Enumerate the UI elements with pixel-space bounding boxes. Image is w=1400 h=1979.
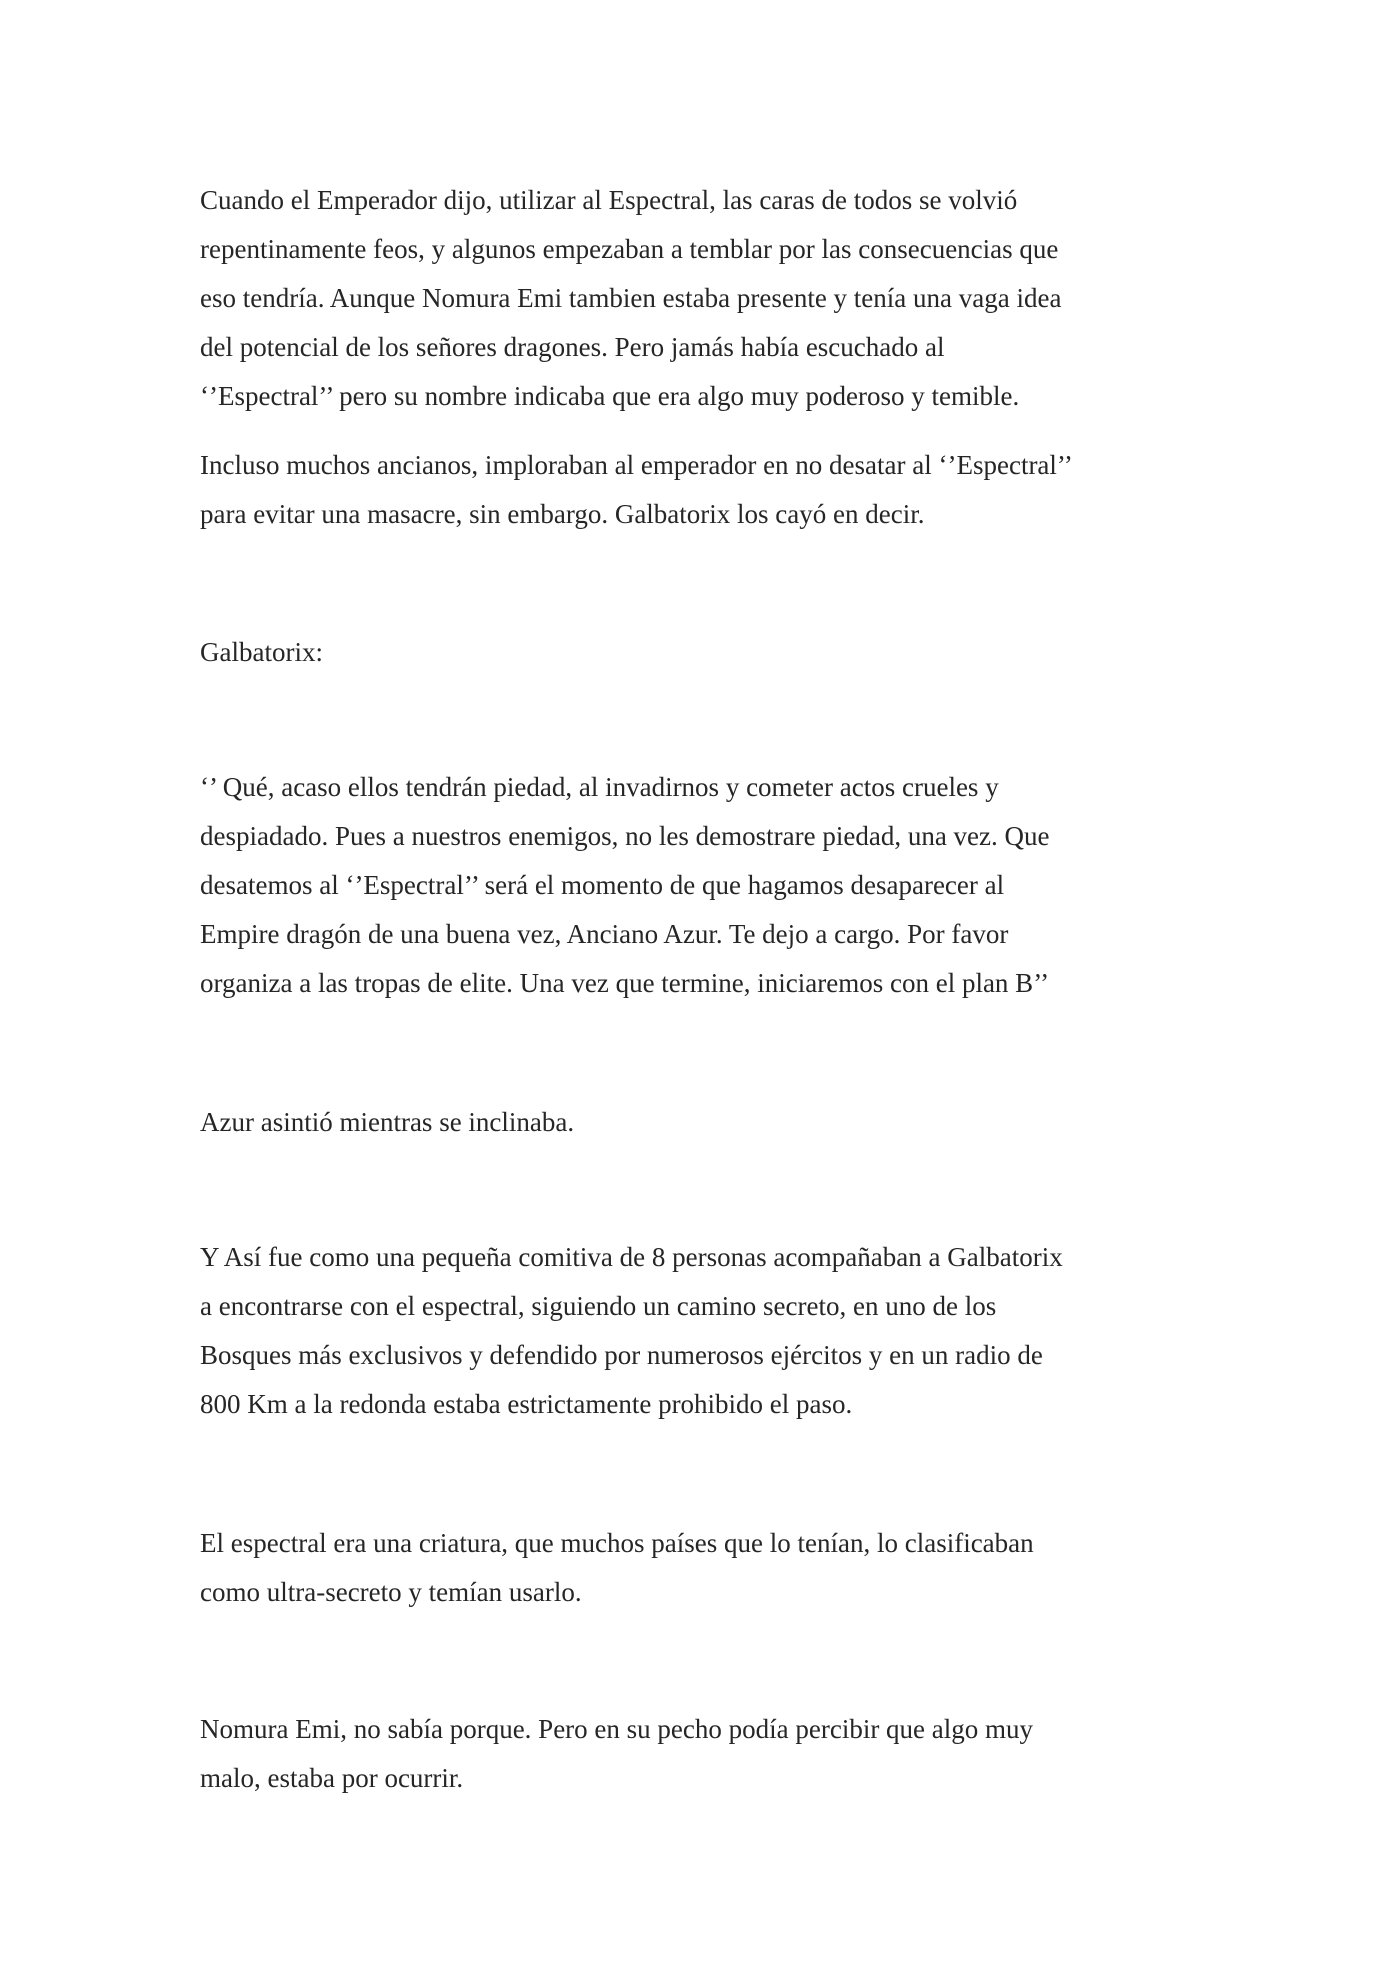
paragraph-line: despiadado. Pues a nuestros enemigos, no les demostrare piedad, una vez. Que <box>200 821 1050 851</box>
paragraph-line: El espectral era una criatura, que muchos países que lo tenían, lo clasificaban <box>200 1528 1034 1558</box>
paragraph-line: a encontrarse con el espectral, siguiendo un camino secreto, en uno de los <box>200 1291 997 1321</box>
paragraph-line: Empire dragón de una buena vez, Anciano Azur. Te dejo a cargo. Por favor <box>200 919 1009 949</box>
paragraph-line: Nomura Emi, no sabía porque. Pero en su pecho podía percibir que algo muy <box>200 1714 1034 1744</box>
paragraph-line: Y Así fue como una pequeña comitiva de 8 personas acompañaban a Galbatorix <box>200 1242 1063 1272</box>
paragraph-line: organiza a las tropas de elite. Una vez que termine, iniciaremos con el plan B’’ <box>200 968 1050 998</box>
paragraph-line: desatemos al ‘’Espectral’’ será el momento de que hagamos desaparecer al <box>200 870 1005 900</box>
paragraph-line: Galbatorix: <box>200 637 323 667</box>
paragraph-line: Cuando el Emperador dijo, utilizar al Espectral, las caras de todos se volvió <box>200 185 1018 215</box>
paragraph-line: para evitar una masacre, sin embargo. Galbatorix los cayó en decir. <box>200 499 925 529</box>
paragraph-6 <box>200 1233 1210 1429</box>
paragraph-line: Azur asintió mientras se inclinaba. <box>200 1107 575 1137</box>
paragraph-line: ‘’ Qué, acaso ellos tendrán piedad, al invadirnos y cometer actos crueles y <box>200 772 999 802</box>
paragraph-line: eso tendría. Aunque Nomura Emi tambien estaba presente y tenía una vaga idea <box>200 283 1062 313</box>
paragraph-line: Incluso muchos ancianos, imploraban al emperador en no desatar al ‘’Espectral’’ <box>200 450 1073 480</box>
paragraph-line: repentinamente feos, y algunos empezaban a temblar por las consecuencias que <box>200 234 1059 264</box>
paragraph-line: malo, estaba por ocurrir. <box>200 1763 464 1793</box>
paragraph-line: Bosques más exclusivos y defendido por numerosos ejércitos y en un radio de <box>200 1340 1043 1370</box>
paragraph-7 <box>200 1519 1210 1617</box>
paragraph-line: como ultra-secreto y temían usarlo. <box>200 1577 582 1607</box>
paragraph-8 <box>200 1705 1210 1803</box>
paragraph-5 <box>200 1098 1210 1147</box>
paragraph-4-dialogue <box>200 763 1210 1008</box>
speaker-label <box>200 628 1210 677</box>
paragraph-2 <box>200 441 1210 539</box>
paragraph-1 <box>200 176 1210 421</box>
paragraph-line: 800 Km a la redonda estaba estrictamente prohibido el paso. <box>200 1389 853 1419</box>
paragraph-line: del potencial de los señores dragones. Pero jamás había escuchado al <box>200 332 945 362</box>
paragraph-line: ‘’Espectral’’ pero su nombre indicaba que era algo muy poderoso y temible. <box>200 381 1020 411</box>
